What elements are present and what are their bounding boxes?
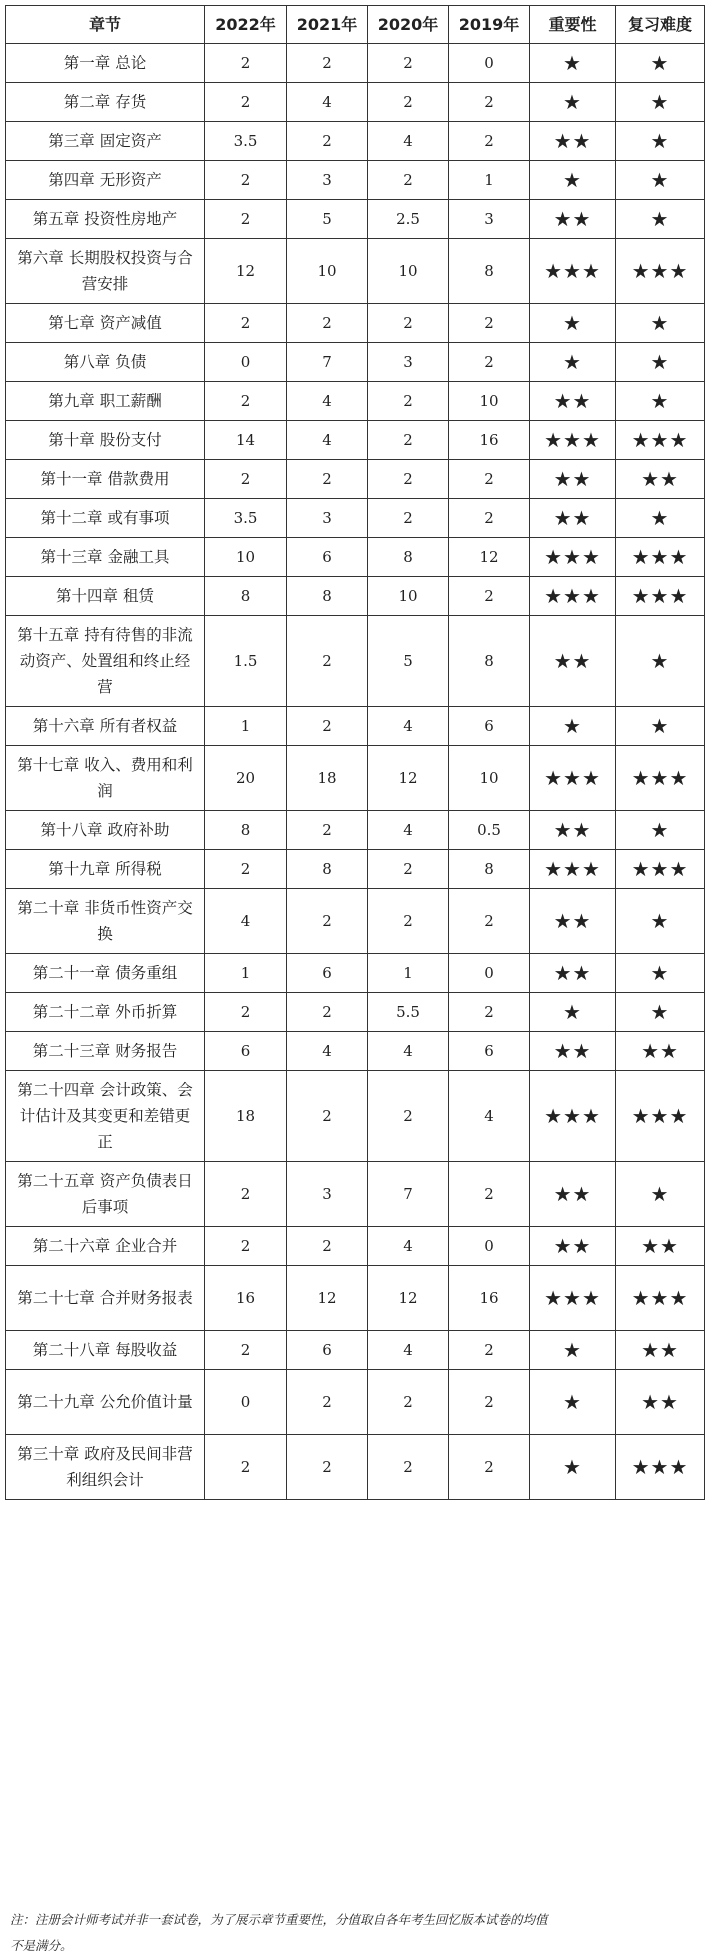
cell-chapter: 第二十二章 外币折算 <box>6 993 205 1032</box>
cell-difficulty: ★★★ <box>616 746 705 811</box>
cell-2019: 2 <box>449 1370 530 1435</box>
cell-2021: 18 <box>287 746 368 811</box>
cell-2019: 2 <box>449 343 530 382</box>
cell-2022: 2 <box>205 460 287 499</box>
cell-2019: 2 <box>449 304 530 343</box>
cell-2020: 4 <box>368 707 449 746</box>
cell-chapter: 第二十四章 会计政策、会计估计及其变更和差错更正 <box>6 1071 205 1162</box>
table-row <box>6 44 705 83</box>
cell-2019: 2 <box>449 577 530 616</box>
cell-chapter: 第五章 投资性房地产 <box>6 200 205 239</box>
cell-2022: 2 <box>205 161 287 200</box>
cell-difficulty: ★ <box>616 83 705 122</box>
cell-2019: 2 <box>449 1331 530 1370</box>
table-row <box>6 382 705 421</box>
cell-importance: ★ <box>530 1435 616 1500</box>
cell-2020: 2 <box>368 421 449 460</box>
cell-importance: ★ <box>530 343 616 382</box>
cell-difficulty: ★★ <box>616 1370 705 1435</box>
cell-importance: ★★ <box>530 122 616 161</box>
cell-difficulty: ★★ <box>616 1032 705 1071</box>
cell-2020: 2 <box>368 1071 449 1162</box>
cell-2020: 4 <box>368 811 449 850</box>
cell-2021: 2 <box>287 304 368 343</box>
table-row <box>6 746 705 811</box>
cell-chapter: 第二十五章 资产负债表日后事项 <box>6 1162 205 1227</box>
cell-2022: 0 <box>205 1370 287 1435</box>
cell-importance: ★ <box>530 161 616 200</box>
table-row <box>6 239 705 304</box>
table-row <box>6 460 705 499</box>
cell-difficulty: ★ <box>616 304 705 343</box>
cell-difficulty: ★ <box>616 382 705 421</box>
cell-2021: 4 <box>287 83 368 122</box>
table-row <box>6 161 705 200</box>
table-row <box>6 304 705 343</box>
cell-2022: 2 <box>205 1227 287 1266</box>
footnote-line-2: 不是满分。 <box>10 1938 73 1953</box>
cell-difficulty: ★★★ <box>616 239 705 304</box>
cell-chapter: 第三章 固定资产 <box>6 122 205 161</box>
cell-2020: 12 <box>368 1266 449 1331</box>
cell-importance: ★★ <box>530 499 616 538</box>
cell-difficulty: ★★★ <box>616 1071 705 1162</box>
cell-2022: 2 <box>205 304 287 343</box>
cell-2019: 0 <box>449 954 530 993</box>
table-row <box>6 993 705 1032</box>
header-2022: 2022年 <box>205 6 287 44</box>
footnote <box>10 1907 710 1959</box>
cell-2022: 2 <box>205 850 287 889</box>
cell-importance: ★★★ <box>530 1266 616 1331</box>
cell-2021: 7 <box>287 343 368 382</box>
cell-chapter: 第十五章 持有待售的非流动资产、处置组和终止经营 <box>6 616 205 707</box>
cell-2021: 8 <box>287 577 368 616</box>
table-row <box>6 421 705 460</box>
table-row <box>6 1071 705 1162</box>
header-2020: 2020年 <box>368 6 449 44</box>
cell-2019: 2 <box>449 1435 530 1500</box>
cell-2022: 4 <box>205 889 287 954</box>
cell-2022: 1 <box>205 954 287 993</box>
cell-2021: 2 <box>287 616 368 707</box>
cell-2019: 8 <box>449 616 530 707</box>
cell-2019: 6 <box>449 1032 530 1071</box>
cell-2019: 0.5 <box>449 811 530 850</box>
cell-importance: ★★ <box>530 1227 616 1266</box>
cell-2019: 16 <box>449 1266 530 1331</box>
cell-importance: ★★ <box>530 1162 616 1227</box>
cell-2020: 2 <box>368 44 449 83</box>
cell-2019: 2 <box>449 889 530 954</box>
cell-chapter: 第二十章 非货币性资产交换 <box>6 889 205 954</box>
cell-difficulty: ★ <box>616 811 705 850</box>
cell-difficulty: ★ <box>616 161 705 200</box>
cell-difficulty: ★★ <box>616 1227 705 1266</box>
cell-2019: 0 <box>449 1227 530 1266</box>
cell-2022: 3.5 <box>205 122 287 161</box>
table-row <box>6 499 705 538</box>
cell-importance: ★★★ <box>530 577 616 616</box>
cell-2020: 2 <box>368 304 449 343</box>
cell-2022: 2 <box>205 1435 287 1500</box>
cell-chapter: 第十二章 或有事项 <box>6 499 205 538</box>
table-row <box>6 343 705 382</box>
cell-2022: 16 <box>205 1266 287 1331</box>
cell-difficulty: ★ <box>616 616 705 707</box>
cell-2022: 10 <box>205 538 287 577</box>
cell-2022: 2 <box>205 1162 287 1227</box>
cell-chapter: 第九章 职工薪酬 <box>6 382 205 421</box>
cell-chapter: 第二十六章 企业合并 <box>6 1227 205 1266</box>
cell-difficulty: ★★★ <box>616 1266 705 1331</box>
cell-2020: 2 <box>368 850 449 889</box>
table-row <box>6 811 705 850</box>
cell-2020: 4 <box>368 1032 449 1071</box>
cell-2022: 0 <box>205 343 287 382</box>
cell-2021: 2 <box>287 811 368 850</box>
table-row <box>6 122 705 161</box>
header-difficulty: 复习难度 <box>616 6 705 44</box>
cell-importance: ★★★ <box>530 1071 616 1162</box>
table-row <box>6 1266 705 1331</box>
cell-importance: ★★ <box>530 811 616 850</box>
cell-difficulty: ★★★ <box>616 421 705 460</box>
cell-2020: 4 <box>368 1331 449 1370</box>
cell-2019: 2 <box>449 122 530 161</box>
cell-chapter: 第十六章 所有者权益 <box>6 707 205 746</box>
cell-difficulty: ★ <box>616 954 705 993</box>
cell-chapter: 第二十七章 合并财务报表 <box>6 1266 205 1331</box>
table-row <box>6 1331 705 1370</box>
cell-2020: 10 <box>368 239 449 304</box>
cell-difficulty: ★ <box>616 499 705 538</box>
cell-chapter: 第十九章 所得税 <box>6 850 205 889</box>
cell-2022: 20 <box>205 746 287 811</box>
cell-importance: ★★★ <box>530 538 616 577</box>
cell-2021: 2 <box>287 44 368 83</box>
header-importance: 重要性 <box>530 6 616 44</box>
cell-2021: 2 <box>287 460 368 499</box>
cell-importance: ★ <box>530 1370 616 1435</box>
cell-chapter: 第二章 存货 <box>6 83 205 122</box>
cell-2021: 6 <box>287 538 368 577</box>
cell-difficulty: ★ <box>616 200 705 239</box>
cell-2022: 2 <box>205 1331 287 1370</box>
cell-2021: 2 <box>287 1227 368 1266</box>
cell-difficulty: ★★ <box>616 1331 705 1370</box>
cell-difficulty: ★ <box>616 343 705 382</box>
cell-2019: 16 <box>449 421 530 460</box>
cell-importance: ★★ <box>530 889 616 954</box>
cell-chapter: 第二十九章 公允价值计量 <box>6 1370 205 1435</box>
cell-2022: 1 <box>205 707 287 746</box>
cell-2022: 14 <box>205 421 287 460</box>
cell-2020: 12 <box>368 746 449 811</box>
cell-2019: 2 <box>449 460 530 499</box>
cell-2020: 5 <box>368 616 449 707</box>
cell-2019: 8 <box>449 850 530 889</box>
header-2021: 2021年 <box>287 6 368 44</box>
table-row <box>6 200 705 239</box>
cell-importance: ★ <box>530 1331 616 1370</box>
cell-2022: 2 <box>205 200 287 239</box>
cell-2021: 8 <box>287 850 368 889</box>
table-body <box>6 44 705 1500</box>
cell-2022: 3.5 <box>205 499 287 538</box>
cell-importance: ★ <box>530 707 616 746</box>
cell-2019: 2 <box>449 1162 530 1227</box>
chapter-score-table-container <box>5 5 705 1500</box>
cell-2019: 2 <box>449 499 530 538</box>
cell-2021: 10 <box>287 239 368 304</box>
cell-2020: 4 <box>368 1227 449 1266</box>
cell-2020: 2.5 <box>368 200 449 239</box>
table-row <box>6 850 705 889</box>
cell-2019: 2 <box>449 83 530 122</box>
table-row <box>6 1162 705 1227</box>
cell-2021: 4 <box>287 1032 368 1071</box>
cell-2020: 2 <box>368 382 449 421</box>
cell-difficulty: ★ <box>616 44 705 83</box>
cell-2021: 4 <box>287 382 368 421</box>
cell-2022: 8 <box>205 577 287 616</box>
cell-2020: 3 <box>368 343 449 382</box>
cell-2019: 6 <box>449 707 530 746</box>
cell-2019: 10 <box>449 382 530 421</box>
footnote-line-1: 注：注册会计师考试并非一套试卷，为了展示章节重要性，分值取自各年考生回忆版本试卷的均值 <box>10 1912 548 1927</box>
cell-2020: 2 <box>368 1370 449 1435</box>
cell-2020: 2 <box>368 460 449 499</box>
cell-importance: ★ <box>530 83 616 122</box>
cell-chapter: 第二十八章 每股收益 <box>6 1331 205 1370</box>
table-row <box>6 83 705 122</box>
cell-difficulty: ★ <box>616 707 705 746</box>
cell-difficulty: ★★★ <box>616 850 705 889</box>
table-row <box>6 1370 705 1435</box>
cell-2022: 18 <box>205 1071 287 1162</box>
cell-importance: ★★ <box>530 1032 616 1071</box>
cell-2022: 6 <box>205 1032 287 1071</box>
table-row <box>6 889 705 954</box>
cell-difficulty: ★★★ <box>616 577 705 616</box>
table-row <box>6 1032 705 1071</box>
cell-2022: 12 <box>205 239 287 304</box>
cell-2020: 4 <box>368 122 449 161</box>
cell-2020: 8 <box>368 538 449 577</box>
cell-2019: 3 <box>449 200 530 239</box>
cell-2021: 2 <box>287 122 368 161</box>
cell-chapter: 第六章 长期股权投资与合营安排 <box>6 239 205 304</box>
cell-2021: 3 <box>287 1162 368 1227</box>
cell-chapter: 第十章 股份支付 <box>6 421 205 460</box>
table-row <box>6 538 705 577</box>
cell-difficulty: ★ <box>616 1162 705 1227</box>
cell-chapter: 第十七章 收入、费用和利润 <box>6 746 205 811</box>
cell-chapter: 第三十章 政府及民间非营利组织会计 <box>6 1435 205 1500</box>
cell-importance: ★ <box>530 993 616 1032</box>
table-row <box>6 1227 705 1266</box>
cell-2021: 3 <box>287 161 368 200</box>
cell-importance: ★★ <box>530 460 616 499</box>
cell-2019: 10 <box>449 746 530 811</box>
cell-difficulty: ★ <box>616 993 705 1032</box>
cell-chapter: 第四章 无形资产 <box>6 161 205 200</box>
cell-2019: 0 <box>449 44 530 83</box>
cell-chapter: 第七章 资产减值 <box>6 304 205 343</box>
cell-2021: 3 <box>287 499 368 538</box>
cell-importance: ★★★ <box>530 239 616 304</box>
cell-2022: 2 <box>205 83 287 122</box>
cell-2022: 1.5 <box>205 616 287 707</box>
cell-difficulty: ★★★ <box>616 538 705 577</box>
cell-2019: 1 <box>449 161 530 200</box>
cell-importance: ★★ <box>530 616 616 707</box>
cell-2021: 2 <box>287 993 368 1032</box>
cell-difficulty: ★ <box>616 889 705 954</box>
cell-2021: 2 <box>287 707 368 746</box>
header-2019: 2019年 <box>449 6 530 44</box>
cell-chapter: 第八章 负债 <box>6 343 205 382</box>
cell-2021: 6 <box>287 1331 368 1370</box>
cell-chapter: 第十三章 金融工具 <box>6 538 205 577</box>
cell-2020: 1 <box>368 954 449 993</box>
cell-2019: 2 <box>449 993 530 1032</box>
cell-2020: 2 <box>368 499 449 538</box>
cell-2020: 10 <box>368 577 449 616</box>
cell-importance: ★★ <box>530 200 616 239</box>
cell-2021: 12 <box>287 1266 368 1331</box>
cell-difficulty: ★ <box>616 122 705 161</box>
cell-2021: 5 <box>287 200 368 239</box>
cell-2021: 2 <box>287 889 368 954</box>
cell-importance: ★ <box>530 304 616 343</box>
cell-chapter: 第一章 总论 <box>6 44 205 83</box>
cell-chapter: 第二十一章 债务重组 <box>6 954 205 993</box>
cell-importance: ★★★ <box>530 746 616 811</box>
cell-2020: 2 <box>368 1435 449 1500</box>
cell-2019: 4 <box>449 1071 530 1162</box>
cell-2020: 2 <box>368 889 449 954</box>
cell-2020: 7 <box>368 1162 449 1227</box>
cell-chapter: 第十八章 政府补助 <box>6 811 205 850</box>
cell-2022: 8 <box>205 811 287 850</box>
header-chapter: 章节 <box>6 6 205 44</box>
cell-2021: 4 <box>287 421 368 460</box>
cell-2019: 12 <box>449 538 530 577</box>
cell-importance: ★ <box>530 44 616 83</box>
cell-2021: 6 <box>287 954 368 993</box>
cell-2022: 2 <box>205 993 287 1032</box>
cell-importance: ★★★ <box>530 850 616 889</box>
cell-2022: 2 <box>205 382 287 421</box>
cell-importance: ★★ <box>530 382 616 421</box>
table-row <box>6 954 705 993</box>
table-row <box>6 707 705 746</box>
cell-2021: 2 <box>287 1071 368 1162</box>
table-row <box>6 616 705 707</box>
table-row <box>6 577 705 616</box>
cell-importance: ★★★ <box>530 421 616 460</box>
cell-chapter: 第十四章 租赁 <box>6 577 205 616</box>
table-header-row <box>6 6 705 44</box>
cell-2021: 2 <box>287 1370 368 1435</box>
cell-chapter: 第十一章 借款费用 <box>6 460 205 499</box>
cell-2020: 5.5 <box>368 993 449 1032</box>
cell-difficulty: ★★ <box>616 460 705 499</box>
cell-2019: 8 <box>449 239 530 304</box>
cell-2021: 2 <box>287 1435 368 1500</box>
cell-difficulty: ★★★ <box>616 1435 705 1500</box>
cell-chapter: 第二十三章 财务报告 <box>6 1032 205 1071</box>
cell-2020: 2 <box>368 161 449 200</box>
table-row <box>6 1435 705 1500</box>
cell-importance: ★★ <box>530 954 616 993</box>
cell-2022: 2 <box>205 44 287 83</box>
chapter-score-table <box>5 5 705 1500</box>
cell-2020: 2 <box>368 83 449 122</box>
